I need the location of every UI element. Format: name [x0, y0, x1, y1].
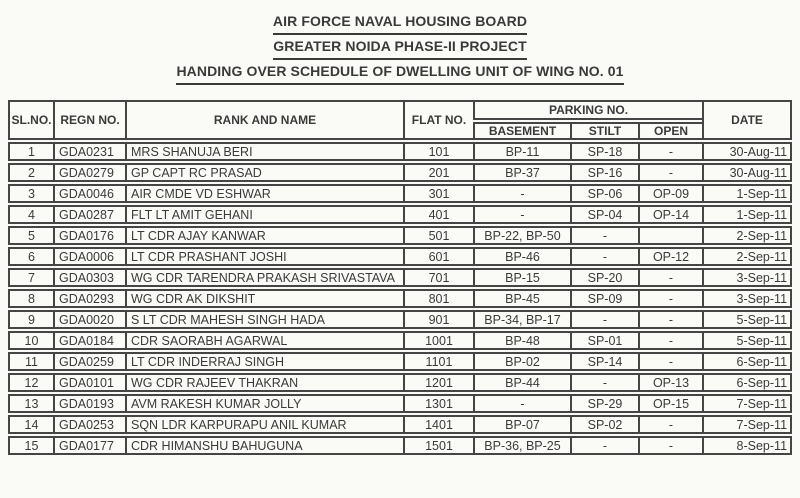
title-line-3: [0, 60, 800, 85]
cell-parking-open: -: [638, 310, 702, 329]
cell-parking-stilt: SP-20: [570, 268, 638, 287]
col-header-parking-no: PARKING NO.: [473, 100, 702, 120]
schedule-row: [8, 289, 792, 308]
schedule-row: [8, 163, 792, 182]
cell-parking-basement: BP-15: [473, 268, 570, 287]
cell-parking-basement: BP-46: [473, 247, 570, 266]
cell-parking-basement: -: [473, 184, 570, 203]
cell-parking-open: -: [638, 142, 702, 161]
cell-parking-stilt: -: [570, 373, 638, 392]
cell-parking-stilt: SP-09: [570, 289, 638, 308]
table-header-row-main: [8, 100, 792, 120]
cell-flat-no: 1501: [403, 436, 473, 455]
cell-date: 1-Sep-11: [702, 184, 792, 203]
cell-flat-no: 1301: [403, 394, 473, 413]
cell-rank-and-name: MRS SHANUJA BERI: [125, 142, 403, 161]
cell-date: 30-Aug-11: [702, 142, 792, 161]
schedule-row: [8, 142, 792, 161]
cell-sl-no: 8: [8, 289, 53, 308]
cell-flat-no: 801: [403, 289, 473, 308]
cell-parking-open: OP-13: [638, 373, 702, 392]
col-header-open: OPEN: [638, 122, 702, 140]
cell-rank-and-name: FLT LT AMIT GEHANI: [125, 205, 403, 224]
cell-parking-basement: BP-37: [473, 163, 570, 182]
cell-date: 1-Sep-11: [702, 205, 792, 224]
title-line-1: [0, 10, 800, 35]
cell-parking-stilt: -: [570, 310, 638, 329]
cell-rank-and-name: WG CDR AK DIKSHIT: [125, 289, 403, 308]
cell-date: 7-Sep-11: [702, 415, 792, 434]
col-header-flat-no: FLAT NO.: [403, 100, 473, 140]
schedule-row: [8, 205, 792, 224]
cell-rank-and-name: CDR SAORABH AGARWAL: [125, 331, 403, 350]
cell-rank-and-name: AIR CMDE VD ESHWAR: [125, 184, 403, 203]
cell-regn-no: GDA0176: [53, 226, 125, 245]
cell-sl-no: 14: [8, 415, 53, 434]
cell-regn-no: GDA0231: [53, 142, 125, 161]
cell-date: 5-Sep-11: [702, 331, 792, 350]
cell-sl-no: 11: [8, 352, 53, 371]
cell-parking-basement: BP-44: [473, 373, 570, 392]
cell-parking-open: -: [638, 436, 702, 455]
cell-parking-basement: BP-02: [473, 352, 570, 371]
cell-parking-open: OP-15: [638, 394, 702, 413]
cell-regn-no: GDA0177: [53, 436, 125, 455]
cell-parking-open: -: [638, 289, 702, 308]
cell-sl-no: 2: [8, 163, 53, 182]
cell-parking-stilt: SP-04: [570, 205, 638, 224]
cell-parking-stilt: -: [570, 436, 638, 455]
cell-sl-no: 13: [8, 394, 53, 413]
schedule-row: [8, 184, 792, 203]
cell-parking-open: OP-14: [638, 205, 702, 224]
cell-date: 2-Sep-11: [702, 247, 792, 266]
cell-parking-open: -: [638, 331, 702, 350]
cell-parking-stilt: -: [570, 226, 638, 245]
title-line-1-text: AIR FORCE NAVAL HOUSING BOARD: [273, 10, 527, 35]
cell-regn-no: GDA0006: [53, 247, 125, 266]
cell-regn-no: GDA0184: [53, 331, 125, 350]
cell-parking-stilt: SP-02: [570, 415, 638, 434]
cell-flat-no: 1001: [403, 331, 473, 350]
schedule-row: [8, 373, 792, 392]
title-line-3-text: HANDING OVER SCHEDULE OF DWELLING UNIT OF WING NO. 01: [176, 60, 623, 85]
cell-regn-no: GDA0193: [53, 394, 125, 413]
cell-parking-open: [638, 226, 702, 245]
schedule-row: [8, 247, 792, 266]
cell-regn-no: GDA0253: [53, 415, 125, 434]
cell-regn-no: GDA0259: [53, 352, 125, 371]
cell-flat-no: 201: [403, 163, 473, 182]
cell-parking-basement: BP-36, BP-25: [473, 436, 570, 455]
cell-regn-no: GDA0293: [53, 289, 125, 308]
cell-date: 3-Sep-11: [702, 289, 792, 308]
cell-regn-no: GDA0279: [53, 163, 125, 182]
cell-parking-open: -: [638, 415, 702, 434]
cell-flat-no: 101: [403, 142, 473, 161]
cell-rank-and-name: S LT CDR MAHESH SINGH HADA: [125, 310, 403, 329]
schedule-row: [8, 268, 792, 287]
cell-parking-basement: BP-48: [473, 331, 570, 350]
schedule-row: [8, 415, 792, 434]
cell-regn-no: GDA0101: [53, 373, 125, 392]
cell-parking-open: OP-12: [638, 247, 702, 266]
cell-parking-stilt: SP-16: [570, 163, 638, 182]
cell-flat-no: 1401: [403, 415, 473, 434]
schedule-row: [8, 331, 792, 350]
cell-rank-and-name: WG CDR RAJEEV THAKRAN: [125, 373, 403, 392]
cell-flat-no: 701: [403, 268, 473, 287]
schedule-table-body: [8, 142, 792, 455]
cell-parking-basement: -: [473, 394, 570, 413]
col-header-sl-no: SL.NO.: [8, 100, 53, 140]
schedule-row: [8, 310, 792, 329]
table-header: [8, 100, 792, 140]
cell-parking-open: -: [638, 163, 702, 182]
cell-sl-no: 10: [8, 331, 53, 350]
cell-date: 6-Sep-11: [702, 373, 792, 392]
cell-parking-basement: -: [473, 205, 570, 224]
handover-schedule-table: [8, 98, 792, 457]
cell-regn-no: GDA0287: [53, 205, 125, 224]
cell-rank-and-name: WG CDR TARENDRA PRAKASH SRIVASTAVA: [125, 268, 403, 287]
cell-parking-stilt: SP-29: [570, 394, 638, 413]
cell-regn-no: GDA0020: [53, 310, 125, 329]
cell-parking-basement: BP-45: [473, 289, 570, 308]
cell-sl-no: 1: [8, 142, 53, 161]
col-header-regn-no: REGN NO.: [53, 100, 125, 140]
cell-date: 5-Sep-11: [702, 310, 792, 329]
cell-sl-no: 6: [8, 247, 53, 266]
cell-flat-no: 401: [403, 205, 473, 224]
cell-sl-no: 3: [8, 184, 53, 203]
col-header-stilt: STILT: [570, 122, 638, 140]
cell-regn-no: GDA0046: [53, 184, 125, 203]
cell-parking-open: -: [638, 268, 702, 287]
col-header-basement: BASEMENT: [473, 122, 570, 140]
cell-date: 2-Sep-11: [702, 226, 792, 245]
cell-regn-no: GDA0303: [53, 268, 125, 287]
cell-parking-basement: BP-11: [473, 142, 570, 161]
cell-flat-no: 301: [403, 184, 473, 203]
schedule-row: [8, 226, 792, 245]
cell-parking-basement: BP-07: [473, 415, 570, 434]
cell-date: 30-Aug-11: [702, 163, 792, 182]
cell-rank-and-name: CDR HIMANSHU BAHUGUNA: [125, 436, 403, 455]
col-header-rank-and-name: RANK AND NAME: [125, 100, 403, 140]
cell-date: 3-Sep-11: [702, 268, 792, 287]
cell-flat-no: 501: [403, 226, 473, 245]
cell-parking-basement: BP-22, BP-50: [473, 226, 570, 245]
col-header-date: DATE: [702, 100, 792, 140]
cell-date: 6-Sep-11: [702, 352, 792, 371]
cell-sl-no: 12: [8, 373, 53, 392]
cell-flat-no: 601: [403, 247, 473, 266]
cell-rank-and-name: SQN LDR KARPURAPU ANIL KUMAR: [125, 415, 403, 434]
schedule-row: [8, 394, 792, 413]
cell-parking-open: -: [638, 352, 702, 371]
cell-parking-stilt: SP-14: [570, 352, 638, 371]
cell-rank-and-name: LT CDR PRASHANT JOSHI: [125, 247, 403, 266]
cell-rank-and-name: LT CDR AJAY KANWAR: [125, 226, 403, 245]
cell-sl-no: 9: [8, 310, 53, 329]
title-line-2: [0, 35, 800, 60]
title-line-2-text: GREATER NOIDA PHASE-II PROJECT: [273, 35, 526, 60]
cell-parking-stilt: -: [570, 247, 638, 266]
schedule-row: [8, 436, 792, 455]
cell-rank-and-name: AVM RAKESH KUMAR JOLLY: [125, 394, 403, 413]
cell-date: 8-Sep-11: [702, 436, 792, 455]
document-header: [0, 10, 800, 85]
cell-sl-no: 5: [8, 226, 53, 245]
cell-sl-no: 4: [8, 205, 53, 224]
cell-flat-no: 1101: [403, 352, 473, 371]
cell-sl-no: 15: [8, 436, 53, 455]
cell-sl-no: 7: [8, 268, 53, 287]
cell-parking-stilt: SP-01: [570, 331, 638, 350]
cell-flat-no: 1201: [403, 373, 473, 392]
schedule-row: [8, 352, 792, 371]
cell-rank-and-name: GP CAPT RC PRASAD: [125, 163, 403, 182]
cell-rank-and-name: LT CDR INDERRAJ SINGH: [125, 352, 403, 371]
cell-parking-open: OP-09: [638, 184, 702, 203]
cell-parking-basement: BP-34, BP-17: [473, 310, 570, 329]
cell-flat-no: 901: [403, 310, 473, 329]
cell-parking-stilt: SP-06: [570, 184, 638, 203]
cell-parking-stilt: SP-18: [570, 142, 638, 161]
cell-date: 7-Sep-11: [702, 394, 792, 413]
